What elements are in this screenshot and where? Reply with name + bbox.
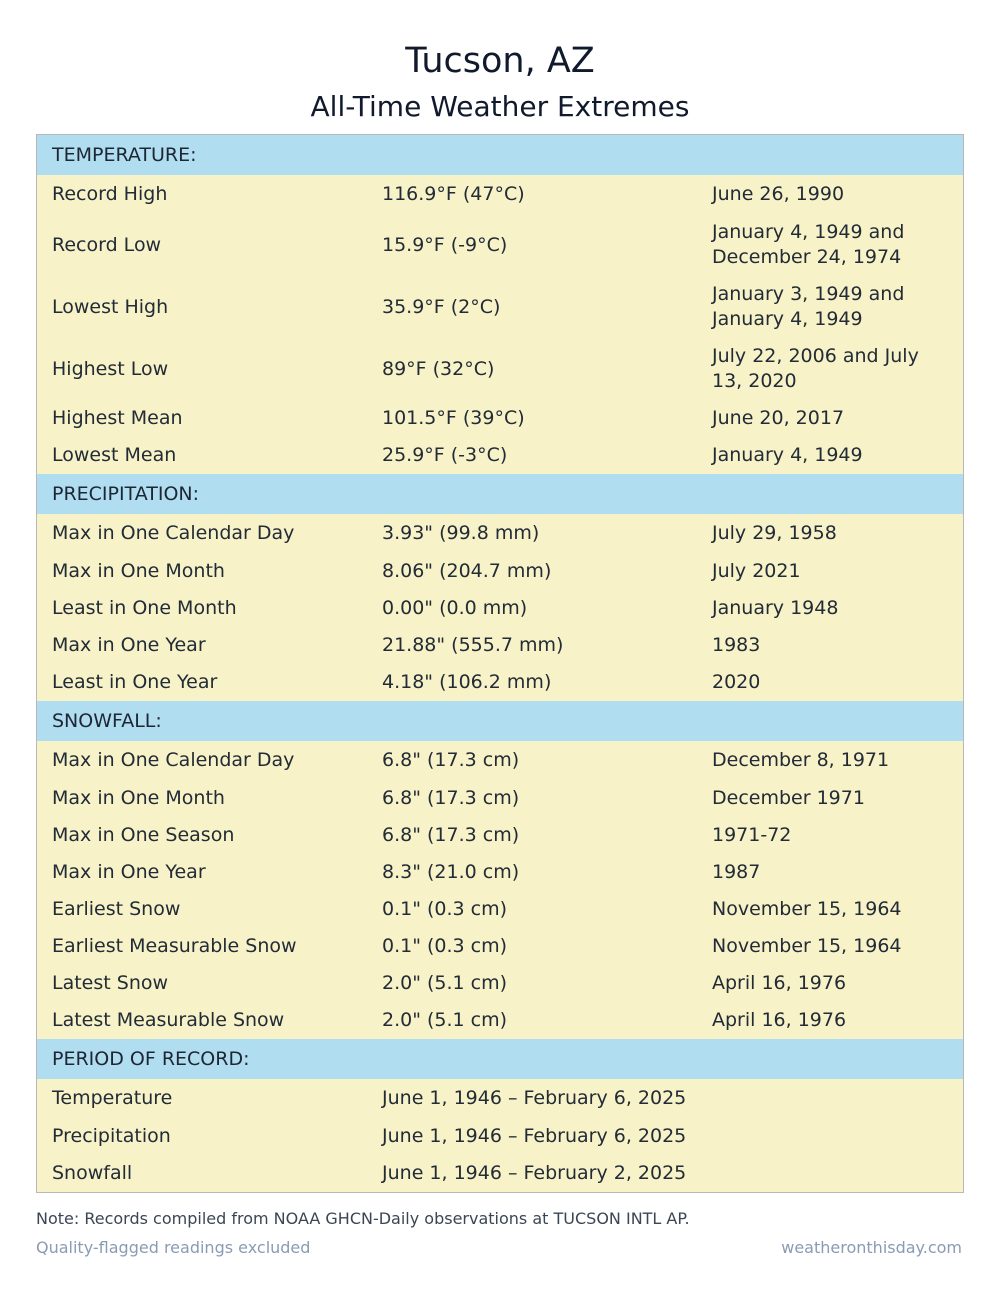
row-value: 0.00" (0.0 mm) [382, 597, 528, 619]
row-value: 89°F (32°C) [382, 357, 495, 380]
row-date: June 20, 2017 [712, 407, 845, 429]
row-value: 8.3" (21.0 cm) [382, 861, 520, 883]
footer-disclaimer: Quality-flagged readings excluded [36, 1238, 311, 1257]
row-label: Latest Measurable Snow [52, 1009, 285, 1031]
row-label: Max in One Season [52, 824, 235, 846]
row-label: Record Low [52, 233, 162, 256]
table-row [37, 741, 963, 780]
page-title: Tucson, AZ [405, 41, 595, 81]
extremes-table [36, 134, 964, 1193]
page-subtitle: All-Time Weather Extremes [310, 90, 690, 123]
row-date: January 3, 1949 and January 4, 1949 [712, 283, 905, 330]
row-value: 116.9°F (47°C) [382, 183, 525, 205]
row-date: November 15, 1964 [712, 935, 902, 957]
row-date: July 2021 [712, 560, 801, 582]
row-value: June 1, 1946 – February 6, 2025 [382, 1087, 687, 1109]
table-row [37, 590, 963, 627]
row-value: 0.1" (0.3 cm) [382, 935, 508, 957]
table-row [37, 400, 963, 437]
row-date: June 26, 1990 [712, 183, 845, 205]
row-date: November 15, 1964 [712, 898, 902, 920]
row-label: Earliest Snow [52, 898, 181, 920]
footer-site-credit: weatheronthisday.com [781, 1238, 962, 1257]
row-label: Lowest High [52, 295, 169, 318]
row-value: 101.5°F (39°C) [382, 407, 525, 429]
table-row [37, 627, 963, 664]
table-row [37, 854, 963, 891]
section-header-precipitation: PRECIPITATION: [37, 474, 963, 514]
row-date: 1971-72 [712, 824, 792, 846]
row-value: 6.8" (17.3 cm) [382, 824, 520, 846]
table-row [37, 780, 963, 817]
row-label: Precipitation [52, 1125, 171, 1147]
table-row [37, 928, 963, 965]
row-label: Max in One Month [52, 560, 225, 582]
row-value: 6.8" (17.3 cm) [382, 787, 520, 809]
table-row [37, 1155, 963, 1192]
table-row [37, 1118, 963, 1155]
row-value: June 1, 1946 – February 2, 2025 [382, 1162, 687, 1184]
row-value: 4.18" (106.2 mm) [382, 671, 552, 693]
table-row [37, 214, 963, 276]
row-label: Snowfall [52, 1162, 133, 1184]
table-row [37, 965, 963, 1002]
row-value: 2.0" (5.1 cm) [382, 972, 508, 994]
table-row [37, 553, 963, 590]
row-date: April 16, 1976 [712, 1009, 847, 1031]
row-label: Record High [52, 183, 168, 205]
row-label: Max in One Month [52, 787, 225, 809]
row-date: January 4, 1949 [712, 444, 863, 466]
row-date: December 8, 1971 [712, 749, 890, 771]
row-date: July 22, 2006 and July 13, 2020 [712, 345, 919, 392]
table-row [37, 338, 963, 400]
section-header-temperature: TEMPERATURE: [37, 135, 963, 175]
row-label: Max in One Year [52, 634, 206, 656]
row-label: Max in One Calendar Day [52, 522, 295, 544]
row-label: Latest Snow [52, 972, 169, 994]
row-label: Least in One Month [52, 597, 237, 619]
row-date: January 1948 [712, 597, 839, 619]
row-label: Lowest Mean [52, 444, 177, 466]
table-row [37, 437, 963, 474]
table-row [37, 1002, 963, 1039]
table-row [37, 276, 963, 338]
table-row [37, 664, 963, 701]
row-value: 0.1" (0.3 cm) [382, 898, 508, 920]
row-value: 25.9°F (-3°C) [382, 444, 508, 466]
row-label: Max in One Year [52, 861, 206, 883]
row-value: June 1, 1946 – February 6, 2025 [382, 1125, 687, 1147]
table-row [37, 817, 963, 854]
row-value: 6.8" (17.3 cm) [382, 749, 520, 771]
row-label: Max in One Calendar Day [52, 749, 295, 771]
row-value: 2.0" (5.1 cm) [382, 1009, 508, 1031]
row-value: 3.93" (99.8 mm) [382, 522, 540, 544]
row-date: April 16, 1976 [712, 972, 847, 994]
row-date: 1987 [712, 861, 761, 883]
section-header-period-of-record: PERIOD OF RECORD: [37, 1039, 963, 1079]
row-date: 1983 [712, 634, 761, 656]
source-note: Note: Records compiled from NOAA GHCN-Daily observations at TUCSON INTL AP. [36, 1209, 690, 1228]
table-row [37, 175, 963, 214]
row-label: Temperature [52, 1087, 173, 1109]
row-value: 21.88" (555.7 mm) [382, 634, 564, 656]
row-label: Earliest Measurable Snow [52, 935, 297, 957]
row-date: 2020 [712, 671, 761, 693]
row-label: Least in One Year [52, 671, 218, 693]
row-date: July 29, 1958 [712, 522, 837, 544]
row-date: December 1971 [712, 787, 865, 809]
row-label: Highest Mean [52, 407, 183, 429]
table-row [37, 514, 963, 553]
row-label: Highest Low [52, 357, 169, 380]
section-header-snowfall: SNOWFALL: [37, 701, 963, 741]
table-row [37, 891, 963, 928]
row-value: 35.9°F (2°C) [382, 295, 501, 318]
row-date: January 4, 1949 and December 24, 1974 [712, 221, 905, 268]
row-value: 15.9°F (-9°C) [382, 233, 508, 256]
row-value: 8.06" (204.7 mm) [382, 560, 552, 582]
table-row [37, 1079, 963, 1118]
